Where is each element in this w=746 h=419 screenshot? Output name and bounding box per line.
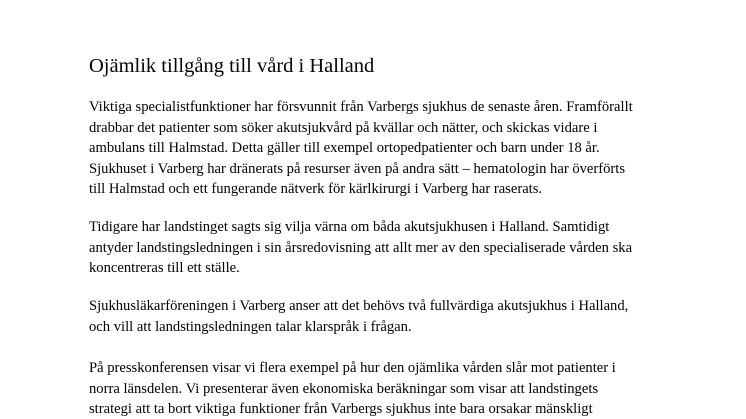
paragraph-presskonferensen [89, 358, 616, 419]
paragraph-line: På presskonferensen visar vi flera exempel på hur den ojämlika vården slår mot patienter i [89, 360, 616, 376]
paragraph-sjukhuslakarforeningen [89, 296, 628, 337]
paragraph-line: norra länsdelen. Vi presenterar även ekonomiska beräkningar som visar att landstingets [89, 380, 599, 397]
paragraph-specialist-functions [89, 97, 633, 200]
paragraph-line: Sjukhuset i Varberg har dränerats på resurser även på andra sätt – hematologin har överförts [89, 160, 626, 177]
paragraph-line: drabbar det patienter som söker akutsjukvård på kvällar och nätter, och skickas vidare i [89, 119, 598, 136]
paragraph-line: till Halmstad och ett fungerande nätverk för kärlkirurgi i Varberg har raserats. [89, 181, 543, 198]
paragraph-landstinget [89, 217, 632, 279]
paragraph-line: koncentreras till ett ställe. [89, 260, 240, 277]
paragraph-line: strategi att ta bort viktiga funktioner från Varbergs sjukhus inte bara orsakar mänskligt [89, 401, 593, 418]
document-title: Ojämlik tillgång till vård i Halland [89, 55, 375, 77]
paragraph-line: och vill att landstingsledningen talar klarspråk i frågan. [89, 318, 412, 335]
paragraph-line: Viktiga specialistfunktioner har försvunnit från Varbergs sjukhus de senaste åren. Framförallt [89, 99, 633, 115]
paragraph-line: ambulans till Halmstad. Detta gäller till exempel ortopedpatienter och barn under 18 år. [89, 140, 600, 157]
paragraph-line: Sjukhusläkarföreningen i Varberg anser att det behövs två fullvärdiga akutsjukhus i Halland, [89, 298, 629, 314]
paragraph-line: Tidigare har landstinget sagts sig vilja värna om båda akutsjukhusen i Halland. Samtidigt [89, 219, 610, 235]
paragraph-line: antyder landstingsledningen i sin årsredovisning att allt mer av den specialiserade vården ska [89, 239, 633, 256]
